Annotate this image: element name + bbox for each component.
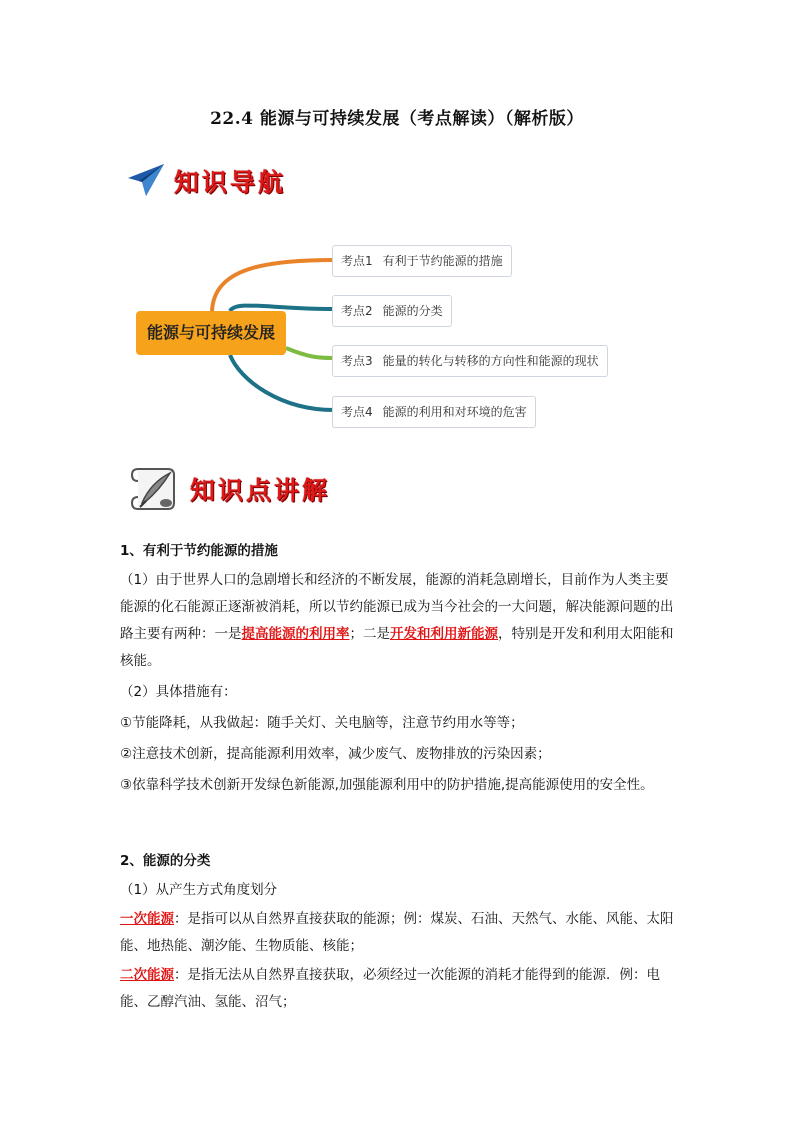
text-run: （1）由于世界人口的急剧增长和经济的不断发展，能源的消耗急剧增长，目前作为人类主要能源的化石能源正逐渐被消耗，所以节约能源已成为当今社会的一大问题，解决能源问题的出路主要有两种：一是 <box>120 572 674 642</box>
mind-map-center: 能源与可持续发展 <box>136 311 286 355</box>
text-run: ；二是 <box>349 626 390 642</box>
banner-title: 知识点讲解 <box>190 476 331 505</box>
paper-plane-icon <box>126 162 166 198</box>
text-run: ：是指可以从自然界直接获取的能源；例：煤炭、石油、天然气、水能、风能、太阳能、地热能、潮汐能、生物质能、核能； <box>120 911 674 954</box>
scroll-quill-icon <box>124 463 180 513</box>
node-text: 能源的分类 <box>382 304 443 318</box>
mind-map-node-1 <box>332 245 512 277</box>
highlight-text: 一次能源 <box>120 911 174 927</box>
paragraph: （1）从产生方式角度划分 <box>120 882 278 898</box>
node-text: 有利于节约能源的措施 <box>382 254 503 268</box>
text-run: ：是指无法从自然界直接获取，必须经过一次能源的消耗才能得到的能源．例：电能、乙醇汽油、氢能、沼气； <box>120 967 660 1010</box>
node-label: 考点2 <box>341 304 373 318</box>
node-label: 考点4 <box>341 405 373 419</box>
section-heading: 2、能源的分类 <box>120 853 211 869</box>
paragraph: （2）具体措施有： <box>120 684 237 700</box>
highlight-text: 提高能源的利用率 <box>241 626 350 642</box>
section-energy-classification <box>120 848 680 1016</box>
paragraph <box>120 962 680 1016</box>
mind-map <box>0 230 794 440</box>
mind-map-node-4 <box>332 396 536 428</box>
mind-map-node-2 <box>332 295 452 327</box>
list-item: ③依靠科学技术创新开发绿色新能源,加强能源利用中的防护措施,提高能源使用的安全性。 <box>120 777 654 793</box>
highlight-text: 二次能源 <box>120 967 174 983</box>
node-text: 能源的利用和对环境的危害 <box>382 405 527 419</box>
document-title: 22.4 能源与可持续发展（考点解读）（解析版） <box>210 109 584 129</box>
text-run: ，特别是开发和利用太阳能和核能。 <box>120 626 674 669</box>
highlight-text: 开发和利用新能源 <box>390 626 498 642</box>
node-label: 考点3 <box>341 354 373 368</box>
list-item: ①节能降耗，从我做起：随手关灯、关电脑等，注意节约用水等等； <box>120 715 524 731</box>
node-label: 考点1 <box>341 254 373 268</box>
banner-title: 知识导航 <box>174 168 287 197</box>
mind-map-node-3 <box>332 345 608 377</box>
node-text: 能量的转化与转移的方向性和能源的现状 <box>382 354 599 368</box>
section-energy-saving <box>120 538 680 799</box>
section-heading: 1、有利于节约能源的措施 <box>120 543 278 559</box>
paragraph <box>120 906 680 960</box>
paragraph <box>120 567 680 675</box>
list-item: ②注意技术创新，提高能源利用效率，减少废气、废物排放的污染因素； <box>120 746 551 762</box>
knowledge-navigation-banner <box>124 160 304 200</box>
knowledge-explanation-banner <box>124 463 364 513</box>
